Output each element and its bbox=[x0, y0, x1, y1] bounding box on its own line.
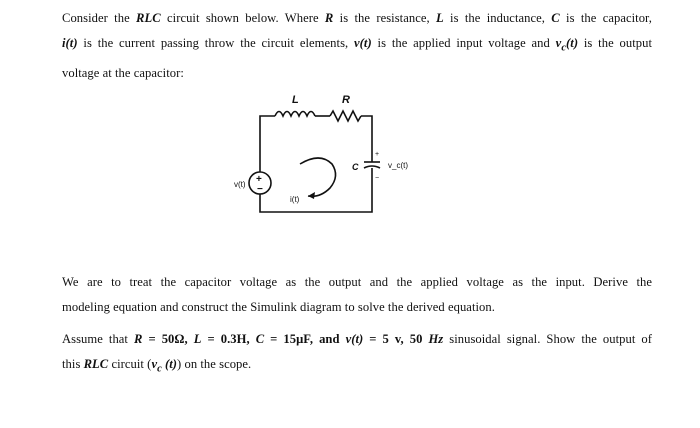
p1-line-3: voltage at the capacitor: bbox=[62, 65, 184, 80]
source-plus-sign: + bbox=[256, 174, 262, 185]
value-v: = 5 v, 50 bbox=[363, 332, 429, 346]
rlc-circuit-diagram bbox=[180, 84, 480, 234]
wire-bottom-right bbox=[260, 168, 372, 212]
output-voltage-label: v_c(t) bbox=[388, 161, 408, 170]
text: circuit shown below. Where bbox=[160, 11, 325, 25]
text: circuit ( bbox=[108, 357, 152, 371]
text: is the inductance, bbox=[443, 11, 552, 25]
symbol-it: i(t) bbox=[62, 36, 78, 50]
current-arrow-head-icon bbox=[308, 192, 315, 199]
symbol-l: L bbox=[193, 332, 202, 346]
source-label: v(t) bbox=[234, 180, 246, 189]
subscript: c bbox=[157, 363, 162, 375]
symbol-vt: v(t) bbox=[345, 332, 364, 346]
problem-paragraph-2 bbox=[62, 270, 652, 320]
current-label: i(t) bbox=[290, 195, 300, 204]
symbol-c: C bbox=[255, 332, 265, 346]
subscript: c bbox=[561, 42, 567, 54]
value-r: = 50Ω, bbox=[142, 332, 194, 346]
text: is the capacitor, bbox=[559, 11, 652, 25]
capacitor-plus-sign: + bbox=[375, 151, 380, 158]
p1-line-1 bbox=[62, 6, 652, 31]
inductor-label: L bbox=[292, 94, 299, 106]
text: (t) bbox=[161, 357, 178, 371]
current-loop-icon bbox=[300, 158, 336, 196]
text: Assume that bbox=[62, 332, 134, 346]
symbol-rlc: RLC bbox=[136, 11, 161, 25]
text: is the applied input voltage and bbox=[371, 36, 556, 50]
p2-line-2: modeling equation and construct the Simulink diagram to solve the derived equation. bbox=[62, 300, 495, 314]
text: ) on the scope. bbox=[177, 357, 252, 371]
p3-line-1 bbox=[62, 327, 652, 352]
symbol-vct bbox=[151, 357, 178, 375]
text: is the current passing throw the circuit elements, bbox=[77, 36, 355, 50]
text: is the output bbox=[578, 36, 653, 50]
problem-paragraph-3 bbox=[62, 327, 652, 382]
text: v bbox=[151, 357, 158, 371]
value-l: = 0.3H, bbox=[201, 332, 256, 346]
capacitor-minus-sign: − bbox=[375, 175, 380, 182]
symbol-l: L bbox=[436, 11, 444, 25]
symbol-vct bbox=[555, 36, 579, 54]
symbol-rlc: RLC bbox=[83, 357, 109, 371]
p1-line-2 bbox=[62, 31, 652, 61]
p3-line-2 bbox=[62, 352, 652, 382]
capacitor-label: C bbox=[352, 162, 359, 172]
value-c: = 15μF, and bbox=[264, 332, 346, 346]
unit-hz: Hz bbox=[428, 332, 444, 346]
text: Consider the bbox=[62, 11, 137, 25]
p2-line-1: We are to treat the capacitor voltage as the output and the applied voltage as the input. Derive the bbox=[62, 275, 652, 289]
wire-top-left bbox=[260, 116, 275, 172]
capacitor-bottom-plate bbox=[364, 166, 380, 168]
resistor-label: R bbox=[342, 94, 350, 106]
text: sinusoidal signal. Show the output of bbox=[443, 332, 652, 346]
wire-top-right bbox=[361, 116, 372, 162]
problem-paragraph-1 bbox=[62, 6, 652, 86]
symbol-r: R bbox=[324, 11, 334, 25]
text: is the resistance, bbox=[333, 11, 436, 25]
symbol-r: R bbox=[134, 332, 143, 346]
resistor-icon bbox=[330, 111, 361, 121]
text: (t) bbox=[566, 36, 579, 50]
text: v bbox=[555, 36, 562, 50]
symbol-c: C bbox=[551, 11, 560, 25]
source-minus-sign: − bbox=[257, 184, 263, 195]
text: this bbox=[62, 357, 84, 371]
inductor-icon bbox=[275, 112, 315, 117]
symbol-vt: v(t) bbox=[354, 36, 372, 50]
